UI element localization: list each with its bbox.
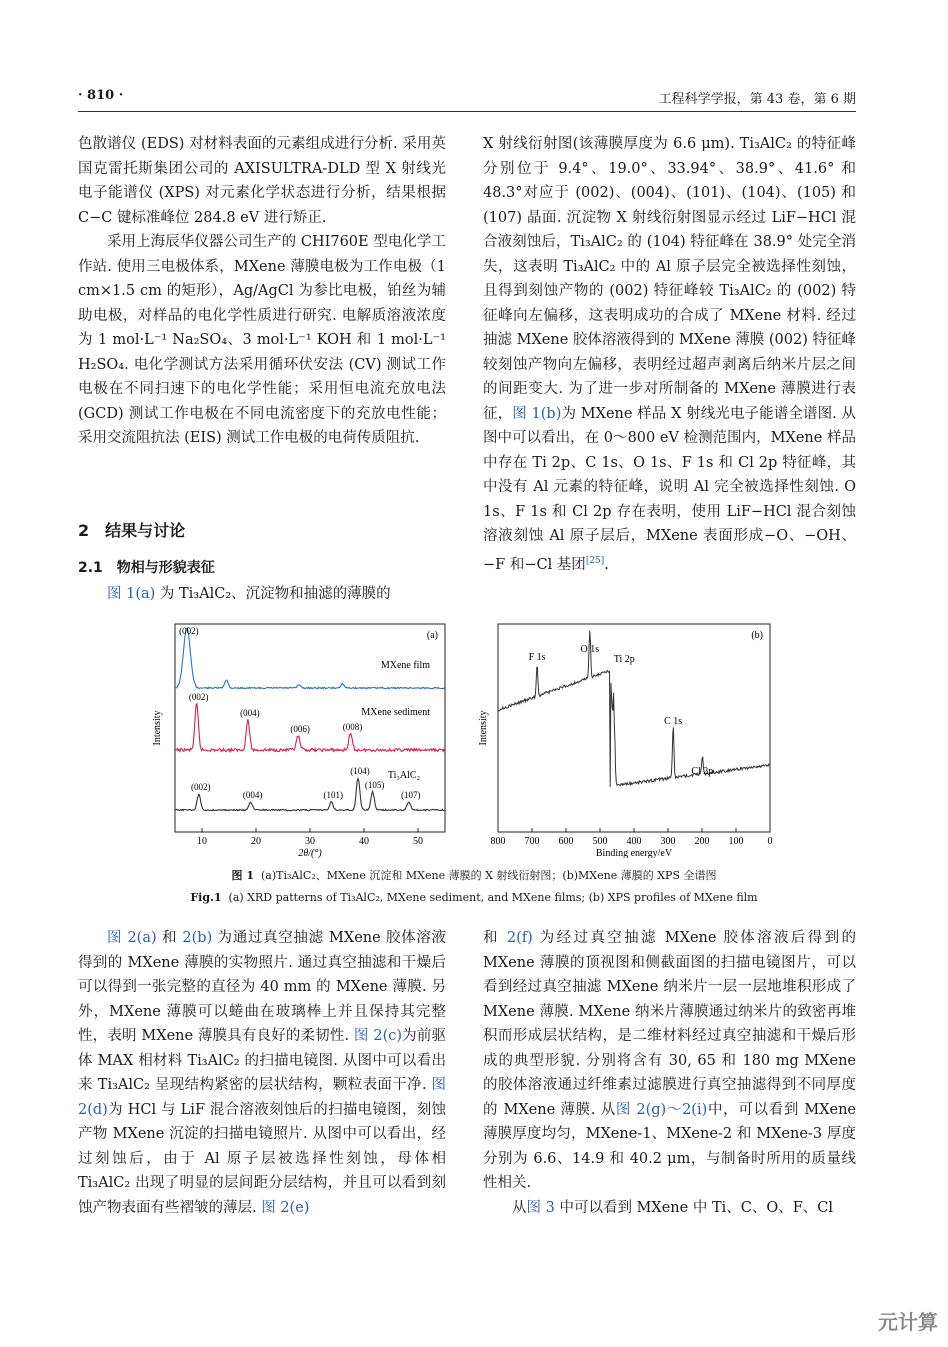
figure-ref-link[interactable]: 图 3 [526, 1199, 555, 1216]
left-column-top [78, 132, 446, 451]
paragraph: 从图 3 中可以看到 MXene 中 Ti、C、O、F、Cl [512, 1199, 834, 1216]
x-tick-label: 300 [660, 836, 676, 847]
figure-caption-cn: 图 1 (a)Ti₃AlC₂、MXene 沉淀和 MXene 薄膜的 X 射线衍射图；(b)MXene 薄膜的 XPS 全谱图 [231, 869, 717, 882]
x-tick-label: 0 [767, 836, 773, 847]
peak-label: (101) [323, 790, 344, 800]
series-line [175, 628, 445, 689]
x-tick-label: 20 [251, 836, 261, 847]
peak-label: Cl 2p [691, 766, 714, 777]
peak-label: (002) [191, 782, 211, 792]
peak-label: Ti 2p [613, 654, 635, 665]
peak-label: F 1s [528, 652, 546, 663]
x-tick-label: 40 [359, 836, 369, 847]
x-tick-label: 200 [694, 836, 710, 847]
figure-ref-link[interactable]: 图 2(d) [78, 1077, 446, 1118]
figure-ref-link[interactable]: 2(f) [506, 930, 533, 946]
paragraph: 和 2(f) 为经过真空抽滤 MXene 胶体溶液后得到的 MXene 薄膜的顶视图和侧截面图的扫描电镜图片，可以看到经过真空抽滤 MXene 纳米片一层一层地堆积形成了 MXene 薄膜. MXene 纳米片薄膜通过纳米片的致密再堆积而形成层状结构，是二维材料经过真空抽滤和干燥后形成的典型形貌. 分别将含有 30, 65 和 180 mg MXene 的胶体溶液通过纤维素过滤膜进行真空抽滤得到不同厚度的 MXene 薄膜. 从图 2(g)～2(i)中，可以看到 MXene 薄膜厚度均匀，MXene-1、MXene-2 和 MXene-3 厚度分别为 6.6、14.9 和 40.2 μm，与制备时所用的质量线性相关. [483, 930, 857, 1191]
series-label: MXene film [380, 660, 430, 671]
x-axis-label: Binding energy/eV [595, 848, 673, 858]
figure-ref-link[interactable]: 2(b) [182, 930, 213, 946]
paragraph: 图 1(a) 为 Ti₃AlC₂、沉淀物和抽滤的薄膜的 [107, 586, 391, 602]
header-rule [78, 111, 856, 112]
peak-label: (104) [350, 766, 370, 776]
x-tick-label: 100 [728, 836, 744, 847]
figure-ref-link[interactable]: 图 2(g)～2(i) [615, 1101, 708, 1118]
figure-ref-link[interactable]: 图 1(a) [107, 586, 156, 602]
peak-label: (006) [290, 724, 310, 734]
x-axis-label: 2θ/(°) [298, 848, 322, 858]
figure-ref-link[interactable]: 图 2(e) [261, 1199, 310, 1216]
peak-label: (002) [188, 692, 209, 702]
x-tick-label: 30 [305, 836, 315, 847]
x-tick-label: 700 [524, 836, 540, 847]
plot-frame [175, 624, 445, 832]
y-axis-label: Intensity [152, 710, 163, 746]
xrd-chart [150, 618, 450, 858]
peak-label: O 1s [580, 644, 600, 655]
figure-ref-link[interactable]: 图 2(a) [107, 930, 157, 946]
x-tick-label: 800 [490, 836, 506, 847]
section-heading: 2 结果与讨论 [78, 521, 186, 540]
peak-label: (107) [401, 790, 421, 800]
paragraph: 图 2(a) 和 2(b) 为通过真空抽滤 MXene 胶体溶液得到的 MXene 薄膜的实物照片. 通过真空抽滤和干燥后可以得到一张完整的直径为 40 mm 的 MXene 薄膜. 另外，MXene 薄膜可以蜷曲在玻璃棒上并且保持其完整性，表明 MXene 薄膜具有良好的柔韧性. 图 2(c)为前驱体 MAX 相材料 Ti₃AlC₂ 的扫描电镜图. 从图中可以看出来 Ti₃AlC₂ 呈现结构紧密的层状结构，颗粒表面干净. 图 2(d)为 HCl 与 LiF 混合溶液刻蚀后的扫描电镜图，刻蚀产物 MXene 沉淀的扫描电镜照片. 从图中可以看出，经过刻蚀后，由于 Al 原子层被选择性刻蚀，母体相 Ti₃AlC₂ 出现了明显的层间距分层结构，并且可以看到刻蚀产物表面有些褶皱的薄层. 图 2(e) [78, 930, 447, 1216]
x-tick-label: 500 [592, 836, 608, 847]
peak-label: (008) [342, 722, 363, 732]
series-label: Ti₃AlC₂ [387, 770, 420, 781]
x-tick-label: 50 [413, 836, 423, 847]
right-column-top [483, 132, 856, 577]
panel-label: (b) [751, 630, 763, 641]
watermark-logo: 元计算 [878, 1310, 938, 1334]
page-number: · 810 · [78, 88, 124, 103]
xps-chart [478, 618, 778, 858]
subsection-heading: 2.1 物相与形貌表征 [78, 560, 215, 576]
figure-ref-link[interactable]: 图 2(c) [353, 1028, 403, 1044]
paragraph: 采用上海辰华仪器公司生产的 CHI760E 型电化学工作站. 使用三电极体系，MXene 薄膜电极为工作电极（1 cm×1.5 cm 的矩形），Ag/AgCl 为参比电极，铂丝为辅助电极，对样品的电化学性质进行研究. 电解质溶液浓度为 1 mol·L⁻¹ Na₂SO₄、3 mol·L⁻¹ KOH 和 1 mol·L⁻¹ H₂SO₄. 电化学测试方法采用循环伏安法 (CV) 测试工作电极在不同扫速下的电化学性能；采用恒电流充放电法 (GCD) 测试工作电极在不同电流密度下的充放电性能；采用交流阻抗法 (EIS) 测试工作电极的电荷传质阻抗. [78, 234, 446, 446]
peak-label: (004) [242, 790, 263, 800]
series-label: MXene sediment [361, 707, 430, 718]
x-tick-label: 10 [197, 836, 207, 847]
left-column-bottom [78, 926, 446, 1220]
y-axis-label: Intensity [478, 710, 489, 746]
paragraph: X 射线衍射图(该薄膜厚度为 6.6 μm). Ti₃AlC₂ 的特征峰分别位于 9.4°、19.0°、33.94°、38.9°、41.6° 和 48.3°对应于 (002)、(004)、(101)、(104)、(105) 和 (107) 晶面. 沉淀物 X 射线衍射图显示经过 LiF−HCl 混合液刻蚀后，Ti₃AlC₂ 的 (104) 特征峰在 38.9° 处完全消失，这表明 Ti₃AlC₂ 中的 Al 原子层完全被选择性刻蚀，且得到刻蚀产物的 (002) 特征峰较 Ti₃AlC₂ 的 (002) 特征峰向左偏移，这表明成功的合成了 MXene 材料. 经过抽滤 MXene 胶体溶液得到的 MXene 薄膜 (002) 特征峰较刻蚀产物向左偏移，表明经过超声剥离后纳米片层之间的间距变大. 为了进一步对所制备的 MXene 薄膜进行表征，图 1(b)为 MXene 样品 X 射线光电子能谱全谱图. 从图中可以看出，在 0～800 eV 检测范围内，MXene 样品中存在 Ti 2p、C 1s、O 1s、F 1s 和 Cl 2p 特征峰，其中没有 Al 元素的特征峰，说明 Al 完全被选择性刻蚀. O 1s、F 1s 和 Cl 2p 存在表明，使用 LiF−HCl 混合刻蚀溶液刻蚀 Al 原子层后，MXene 表面形成−O、−OH、−F 和−Cl 基团[25]. [483, 136, 856, 573]
peak-label: C 1s [664, 716, 683, 727]
journal-header: 工程科学学报，第 43 卷，第 6 期 [658, 92, 856, 107]
figure-ref-link[interactable]: 图 1(b) [512, 405, 562, 422]
right-column-bottom [483, 926, 856, 1220]
peak-label: (004) [240, 708, 260, 718]
citation-link[interactable]: [25] [585, 555, 605, 566]
x-tick-label: 600 [558, 836, 574, 847]
peak-label: (105) [364, 780, 385, 790]
figure-caption-en: Fig.1 (a) XRD patterns of Ti₃AlC₂, MXene sediment, and MXene films; (b) XPS profiles of MXene film [190, 891, 758, 904]
x-tick-label: 400 [626, 836, 642, 847]
peak-label: (002) [179, 626, 199, 636]
panel-label: (a) [426, 630, 438, 641]
paragraph: 色散谱仪 (EDS) 对材料表面的元素组成进行分析. 采用英国克雷托斯集团公司的 AXISULTRA-DLD 型 X 射线光电子能谱仪 (XPS) 对元素化学状态进行分析，结果根据 C−C 键标准峰位 284.8 eV 进行矫正. [78, 136, 446, 226]
